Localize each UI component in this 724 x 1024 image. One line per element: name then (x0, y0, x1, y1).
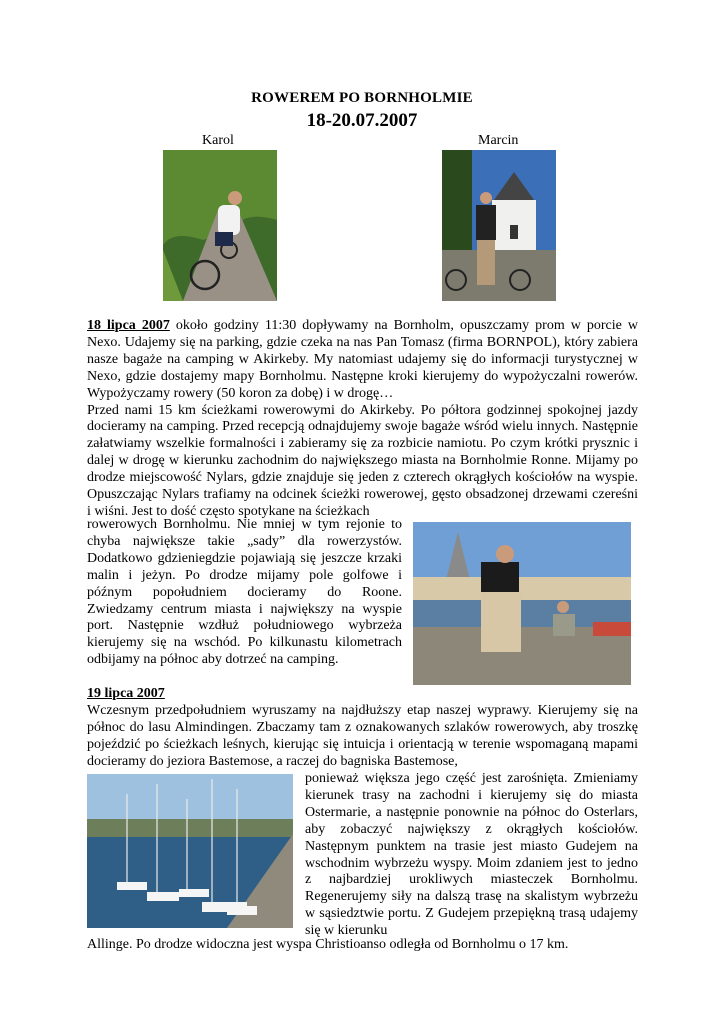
section-19-lipca (87, 686, 638, 771)
photo-cyclist (163, 150, 277, 301)
photo-round-church (442, 150, 556, 301)
section1-wrap-text (87, 517, 402, 669)
photo-ronne-harbour (413, 522, 631, 685)
caption-marcin: Marcin (478, 133, 519, 148)
section2-lead: Wczesnym przedpołudniem wyruszamy na najdłuższy etap naszej wyprawy. Kierujemy się na północ do lasu Almindingen. Zbaczamy tam z oznakowanych szlaków rowerowych, aby troszkę pojeździć po ścieżkach leśnych, kierując się intuicja i orientacją w terenie wspomaganą mapami docieramy do jeziora Bastemose, a raczej do bagniska Bastemose, (87, 702, 638, 769)
photo-marina (87, 774, 293, 928)
section1-body: Przed nami 15 km ścieżkami rowerowymi do Akirkeby. Po półtora godzinnej spokojnej jazdy docieramy na camping. Przed recepcją odnajdujemy swoje bagaże wśród wielu innych. Następnie załatwiamy wszelkie formalności i zabieramy się za rozbicie namiotu. Po czym krótki prysznic i dalej w drogę w kierunku zachodnim do największego miasta na Bornholmie Ronne. Mijamy po drodze miejscowość Nylars, gdzie znajduje się jeden z czterech okrągłych kościołów na wyspie. Opuszczając Nylars trafiamy na odcinek ścieżki rowerowej, gęsto obsadzonej drzewami czereśni i wiśni. Jest to dość często spotykane na ścieżkach (87, 402, 638, 519)
section2-tail: Allinge. Po drodze widoczna jest wyspa Christioanso odległa od Bornholmu o 17 km. (87, 937, 569, 952)
page-date: 18-20.07.2007 (306, 110, 418, 131)
page-title: ROWEREM PO BORNHOLMIE (251, 90, 473, 106)
caption-karol: Karol (202, 133, 234, 148)
section2-wrap-text (305, 771, 638, 940)
date-18-lipca: 18 lipca 2007 (87, 318, 170, 333)
section2-wrap: ponieważ większa jego część jest zarośnięta. Zmieniamy kierunek trasy na zachodni i kierujemy się do miasta Ostermarie, a następnie ponownie na północ do Osterlars, aby zobaczyć największy z okrągłych kościołów. Następnym punktem na trasie jest miasto Gudejem na wschodnim wybrzeżu wyspy. Moim zdaniem jest to jedno z najbardziej urokliwych miasteczek Bornholmu. Regenerujemy siły na dalszą trasę na skalistym wybrzeżu w sąsiedztwie portu. Z Gudejem przepiękną trasą udajemy się w kierunku (305, 771, 638, 939)
section2-tail-text (87, 937, 638, 954)
date-19-lipca: 19 lipca 2007 (87, 686, 165, 701)
section-18-lipca (87, 318, 638, 521)
section1-lead: około godziny 11:30 dopływamy na Bornholm, opuszczamy prom w porcie w Nexo. Udajemy się na parking, gdzie czeka na nas Pan Tomasz (firma BORNPOL), który zabiera nasze bagaże na camping w Akirkeby. My natomiast udajemy się do informacji turystycznej w Nexo, gdzie dostajemy mapy Bornholmu. Następne kroki kierujemy do wypożyczalni rowerów. Wypożyczamy rowery (50 koron za dobę) i w drogę… (87, 318, 638, 401)
section1-wrap: rowerowych Bornholmu. Nie mniej w tym rejonie to chyba największe takie „sady” dla rowerzystów. Dodatkowo gdzieniegdzie pojawiają się jeszcze krzaki malin i jeżyn. Po drodze mijamy pole golfowe i późnym popołudniem docieramy do Roone. Zwiedzamy centrum miasta i największy na wyspie port. Następnie wzdłuż południowego wybrzeża kierujemy się na wschód. Po kilkunastu kilometrach odbijamy na północ aby dotrzeć na camping. (87, 517, 402, 668)
